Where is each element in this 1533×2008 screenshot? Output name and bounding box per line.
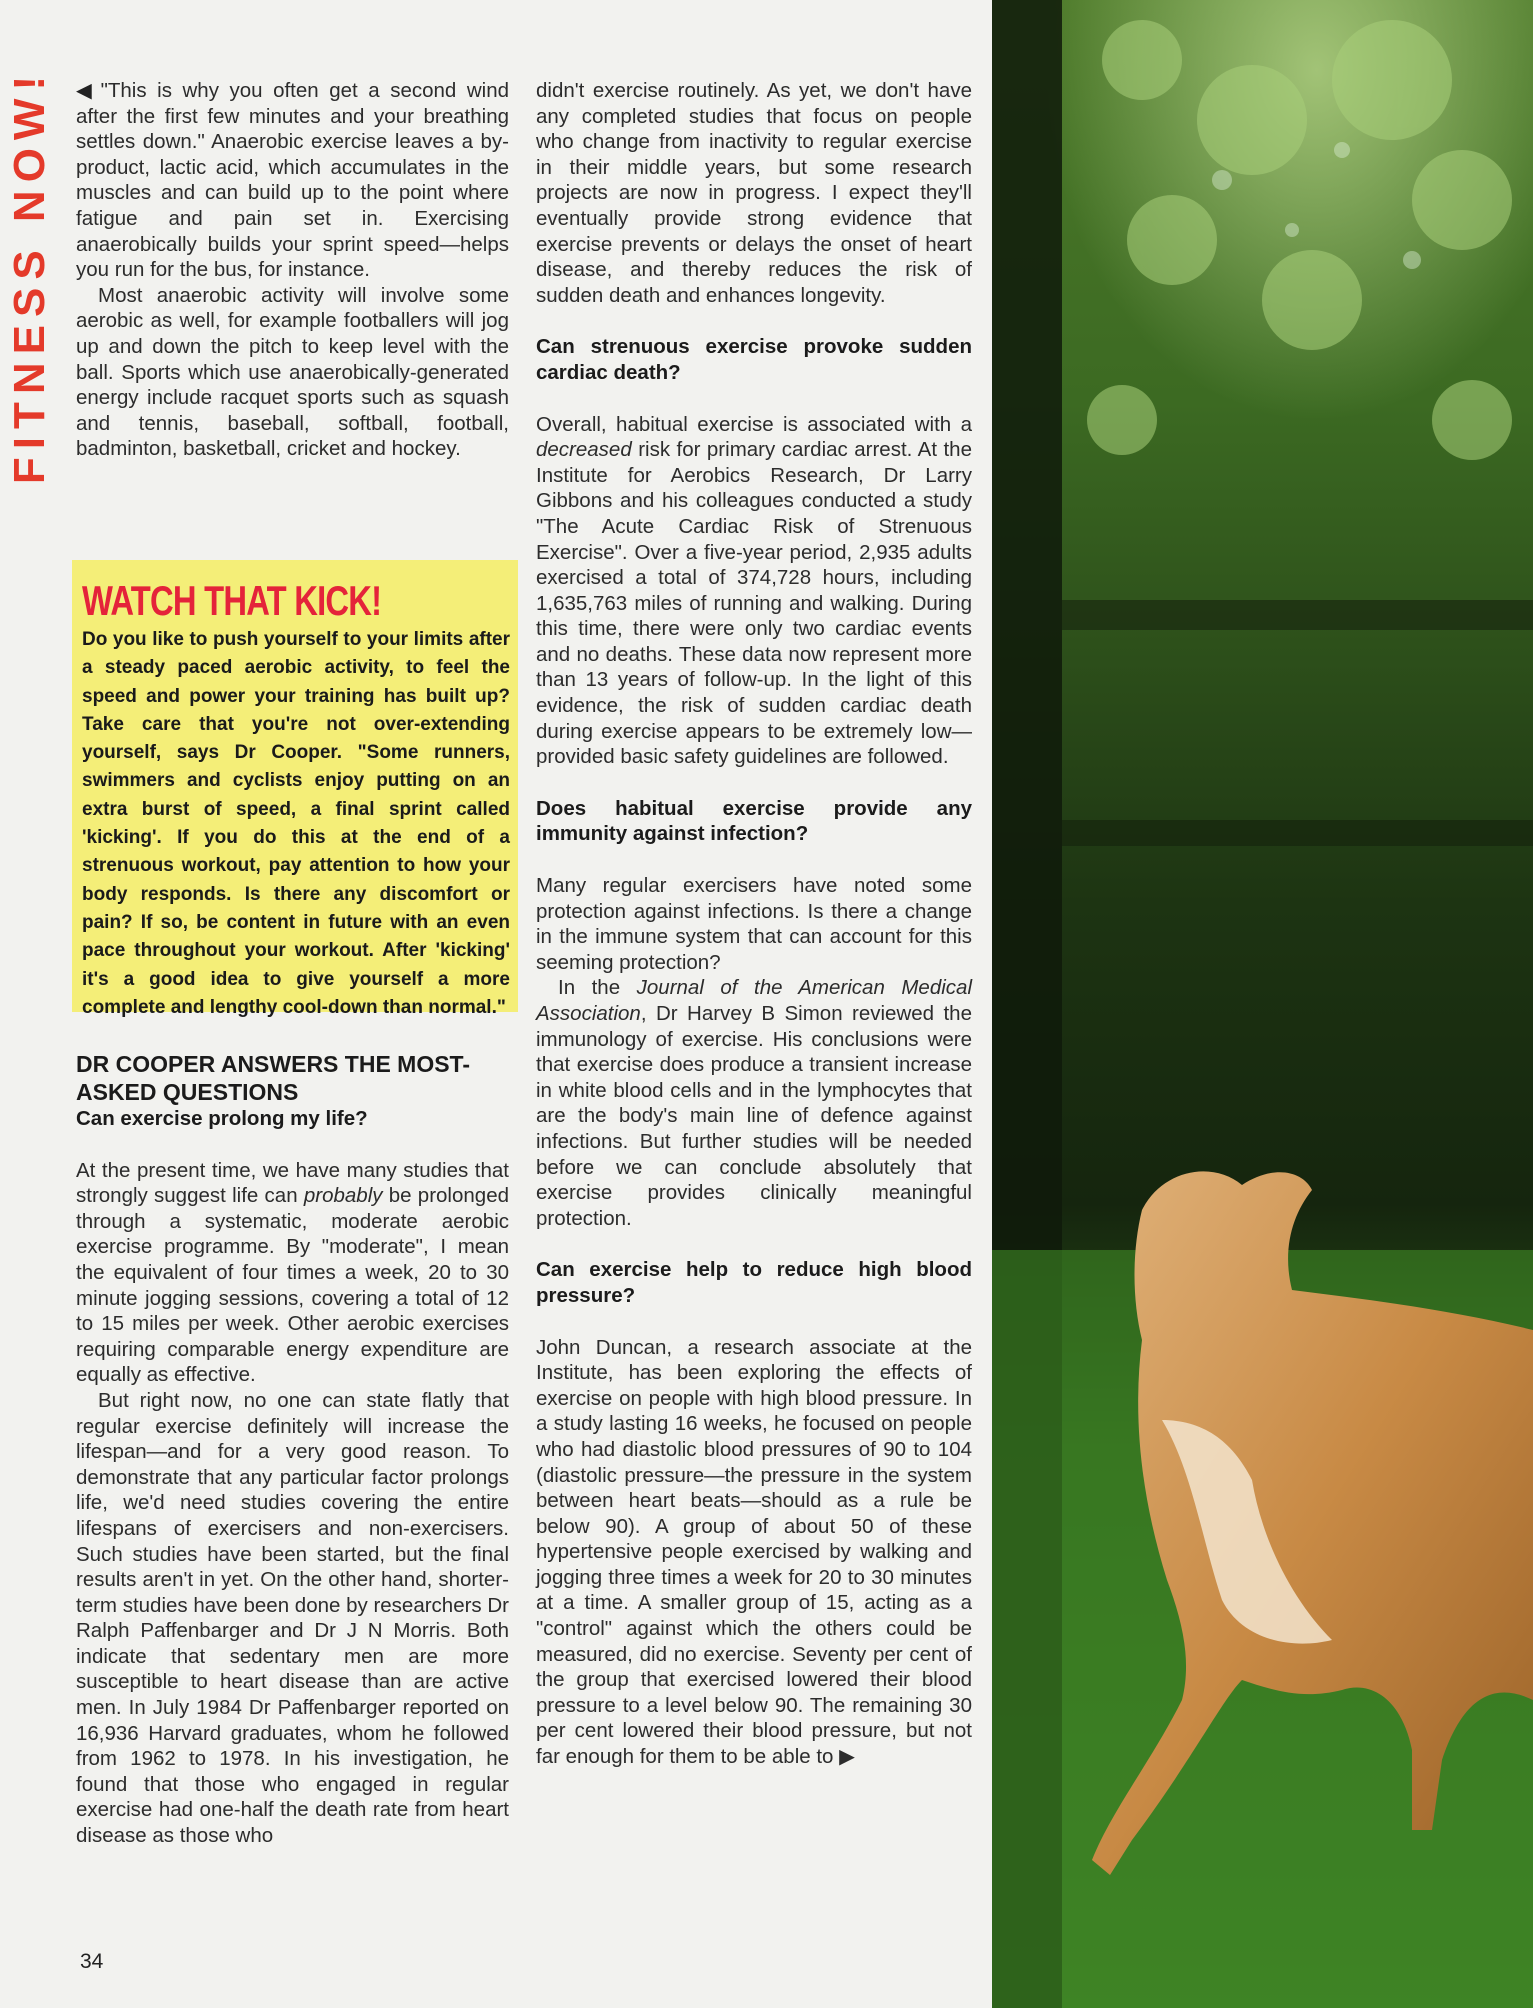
spacer (536, 386, 972, 412)
spacer (536, 770, 972, 796)
paragraph: At the present time, we have many studies that strongly suggest life can probably be prolonged through a systematic, moderate aerobic exercise programme. By "moderate", I mean the equivalent of four times a week, 20 to 30 minute jogging sessions, covering a total of 12 to 15 miles per week. Other aerobic exercises requiring comparable energy expenditure are equally as effective. (76, 1158, 509, 1387)
question-heading: Does habitual exercise provide any immunity against infection? (536, 796, 972, 846)
spacer (76, 1132, 509, 1158)
sidebar-box (72, 560, 518, 1018)
paragraph: didn't exercise routinely. As yet, we don't have any completed studies that focus on people who change from inactivity to regular exercise in their middle years, but some research projects are now in progress. I expect they'll eventually provide strong evidence that exercise prevents or delays the onset of heart disease, and thereby reduces the risk of sudden death and enhances longevity. (536, 79, 972, 307)
dog-photo (992, 0, 1533, 2008)
question-heading: Can exercise help to reduce high blood pressure? (536, 1258, 972, 1307)
spacer (536, 1231, 972, 1257)
spacer (536, 847, 972, 873)
paragraph: In the Journal of the American Medical Association, Dr Harvey B Simon reviewed the immunology of exercise. His conclusions were that exercise does produce a transient increase in white blood cells and in the lymphocytes that are the body's main line of defence against infections. But further studies will be needed before we can conclude absolutely that exercise provides clinically meaningful protection. (536, 976, 972, 1230)
column-left-lower (76, 1050, 509, 1849)
paragraph: Most anaerobic activity will involve some aerobic as well, for example footballers will jog up and down the pitch to keep level with the ball. Sports which use anaerobically-generated energy include racquet sports such as squash and tennis, baseball, softball, football, badminton, basketball, cricket and hockey. (76, 283, 509, 461)
continued-arrow-icon: ▶ (839, 1745, 855, 1769)
column-left (76, 78, 509, 462)
section-label (5, 67, 55, 484)
question-heading: Can strenuous exercise provoke sudden cardiac death? (536, 335, 972, 384)
spacer (536, 1309, 972, 1335)
paragraph: ◀ "This is why you often get a second wind after the first few minutes and your breathing settles down." Anaerobic exercise leaves a by-product, lactic acid, which accumulates in the muscles and can build up to the point where fatigue and pain set in. Exercising anaerobically builds your sprint speed—helps you run for the bus, for instance. (76, 79, 509, 282)
question-heading: Can exercise prolong my life? (76, 1107, 368, 1130)
paragraph: But right now, no one can state flatly that regular exercise definitely will increase the lifespan—and for a very good reason. To demonstrate that any particular factor prolongs life, we'd need studies covering the entire lifespans of exercisers and non-exercisers. Such studies have been started, but the final results aren't in yet. On the other hand, shorter-term studies have been done by researchers Dr Ralph Paffenbarger and Dr J N Morris. Both indicate that sedentary men are more susceptible to heart disease than are active men. In July 1984 Dr Paffenbarger reported on 16,936 Harvard graduates, whom he followed from 1962 to 1978. In his investigation, he found that those who engaged in regular exercise had one-half the death rate from heart disease as those who (76, 1388, 510, 1848)
continued-arrow-icon: ◀ (76, 79, 97, 102)
section-heading: DR COOPER ANSWERS THE MOST-ASKED QUESTIONS (76, 1051, 470, 1105)
page-number: 34 (80, 1950, 104, 1973)
sidebar-text: Do you like to push yourself to your limits after a steady paced aerobic activity, to feel the speed and power your training has built up? Take care that you're not over-extending yourself, says Dr Cooper. "Some runners, swimmers and cyclists enjoy putting on an extra burst of speed, a final sprint called 'kicking'. If you do this at the end of a strenuous workout, pay attention to how your body responds. Is there any discomfort or pain? If so, be content in future with an even pace throughout your workout. After 'kicking' it's a good idea to give yourself a more complete and lengthy cool-down than normal." (82, 629, 510, 1018)
paragraph: John Duncan, a research associate at the Institute, has been exploring the effects of exercise on people with high blood pressure. In a study lasting 16 weeks, he focused on people who had diastolic blood pressures of 90 to 104 (diastolic pressure—the pressure in the system between heart beats—should as a rule be below 90). A group of about 50 of these hypertensive people exercised by walking and jogging three times a week for 20 to 30 minutes at a time. A smaller group of 15, acting as a "control" against which the others could be measured, did no exercise. Seventy per cent of the group that exercised lowered their blood pressure to a level below 90. The remaining 30 per cent lowered their blood pressure, but not far enough for them to be able to ▶ (536, 1335, 972, 1769)
column-right (536, 78, 972, 1770)
paragraph: Many regular exercisers have noted some protection against infections. Is there a change in the immune system that can account for this seeming protection? (536, 874, 972, 974)
spacer (536, 308, 972, 334)
dog-photo-illustration (992, 0, 1533, 2008)
section-label-text: FITNESS NOW! (5, 67, 55, 484)
paragraph: Overall, habitual exercise is associated with a decreased risk for primary cardiac arrest. At the Institute for Aerobics Research, Dr Larry Gibbons and his colleagues conducted a study "The Acute Cardiac Risk of Strenuous Exercise". Over a five-year period, 2,935 adults exercised a total of 374,728 hours, including 1,635,763 miles of running and walking. During this time, there were only two cardiac events and no deaths. These data now represent more than 13 years of follow-up. In the light of this evidence, the risk of sudden cardiac death during exercise appears to be extremely low—provided basic safety guidelines are followed. (536, 412, 972, 769)
sidebar-title: WATCH THAT KICK! (82, 577, 382, 624)
